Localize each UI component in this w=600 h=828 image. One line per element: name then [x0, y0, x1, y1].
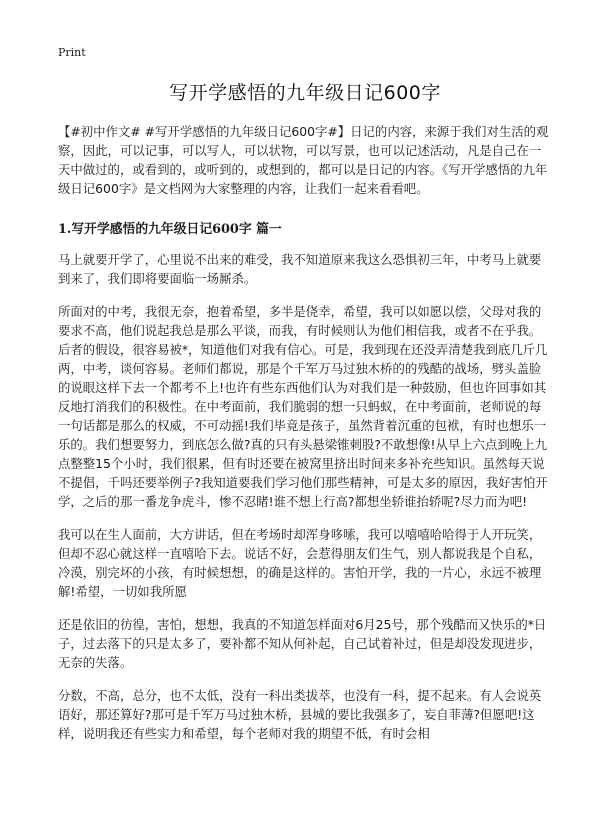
print-label: Print	[58, 46, 86, 59]
paragraph: 马上就要开学了，心里说不出来的难受，我不知道原来我这么恐惧初三年，中考马上就要到来了，我们即将要面临一场厮杀。	[58, 252, 542, 286]
intro-paragraph: 【#初中作文# #写开学感悟的九年级日记600字#】日记的内容，来源于我们对生活的观察，因此，可以记事，可以写人，可以状物，可以写景，也可以记述活动，凡是自己在一天中做过的，或看到的，或听到的，或想到的，都可以是日记的内容。《写开学感悟的九年级日记600字》是文档网为大家整理的内容，让我们一起来看看吧。	[58, 124, 549, 196]
paragraph: 我可以在生人面前，大方讲话，但在考场时却浑身哆嗦，我可以嘻嘻哈哈得于人开玩笑，但却不忍心就这样一直嘻哈下去。说话不好，会惹得朋友们生气，别人都说我是个自私，冷漠，别完坏的小孩，有时候想想，的确是这样的。害怕开学，我的一片心，永远不被理解!希望，一切如我所愿	[58, 527, 542, 599]
paragraph: 分数，不高，总分，也不太低，没有一科出类拔萃，也没有一科，提不起来。有人会说英语好，那还算好?那可是千军万马过独木桥，县城的要比我强多了，妄自菲薄?但愿吧!这样，说明我还有些实力和希望，每个老师对我的期望不低，有时会相	[58, 688, 542, 741]
paragraph: 还是依旧的彷徨，害怕，想想，我真的不知道怎样面对6月25号，那个残酷而又快乐的*日子，过去落下的只是太多了，要补都不知从何补起，自己试着补过，但是却没发现进步，无奈的失落。	[58, 617, 547, 670]
paragraph: 所面对的中考，我很无奈，抱着希望，多半是侥幸，希望，我可以如愿以偿，父母对我的要求不高，他们说起我总是那么平谈，而我，有时候则认为他们相信我，或者不在乎我。后者的假设，很容易被*，知道他们对我有信心。可是，我到现在还没弄清楚我到底几斤几两，中考，谈何容易。老师们都说，那是个千军万马过独木桥的的残酷的战场，劈头盖脸的说眼这样下去一个都考不上!也许有些东西他们认为对我们是一种鼓励，但也许回事如其反地打消我们的积极性。在中考面前，我们脆弱的想一只蚂蚁，在中考面前，老师说的每一句话都是那么的权威，不可动摇!我们毕竟是孩子，虽然背着沉重的包袱，有时也想乐一乐的。我们想要努力，到底怎么做?真的只有头悬梁锥刺股?不敢想像!从早上六点到晚上九点整整15个小时，我们很累，但有时还要在被窝里挤出时间来多补充些知识。虽然每天说不提倡，千吗还要举例子?我知道要我们学习他们那些精神，可是太多的原因，我好害怕开学，之后的那一番龙争虎斗，惨不忍睹!谁不想上行高?都想坐轿谁抬轿呢?尽力而为吧!	[58, 304, 548, 509]
page-title: 写开学感悟的九年级日记600字	[169, 82, 441, 104]
article-body	[58, 250, 552, 757]
section-heading: 1.写开学感悟的九年级日记600字 篇一	[58, 222, 282, 237]
